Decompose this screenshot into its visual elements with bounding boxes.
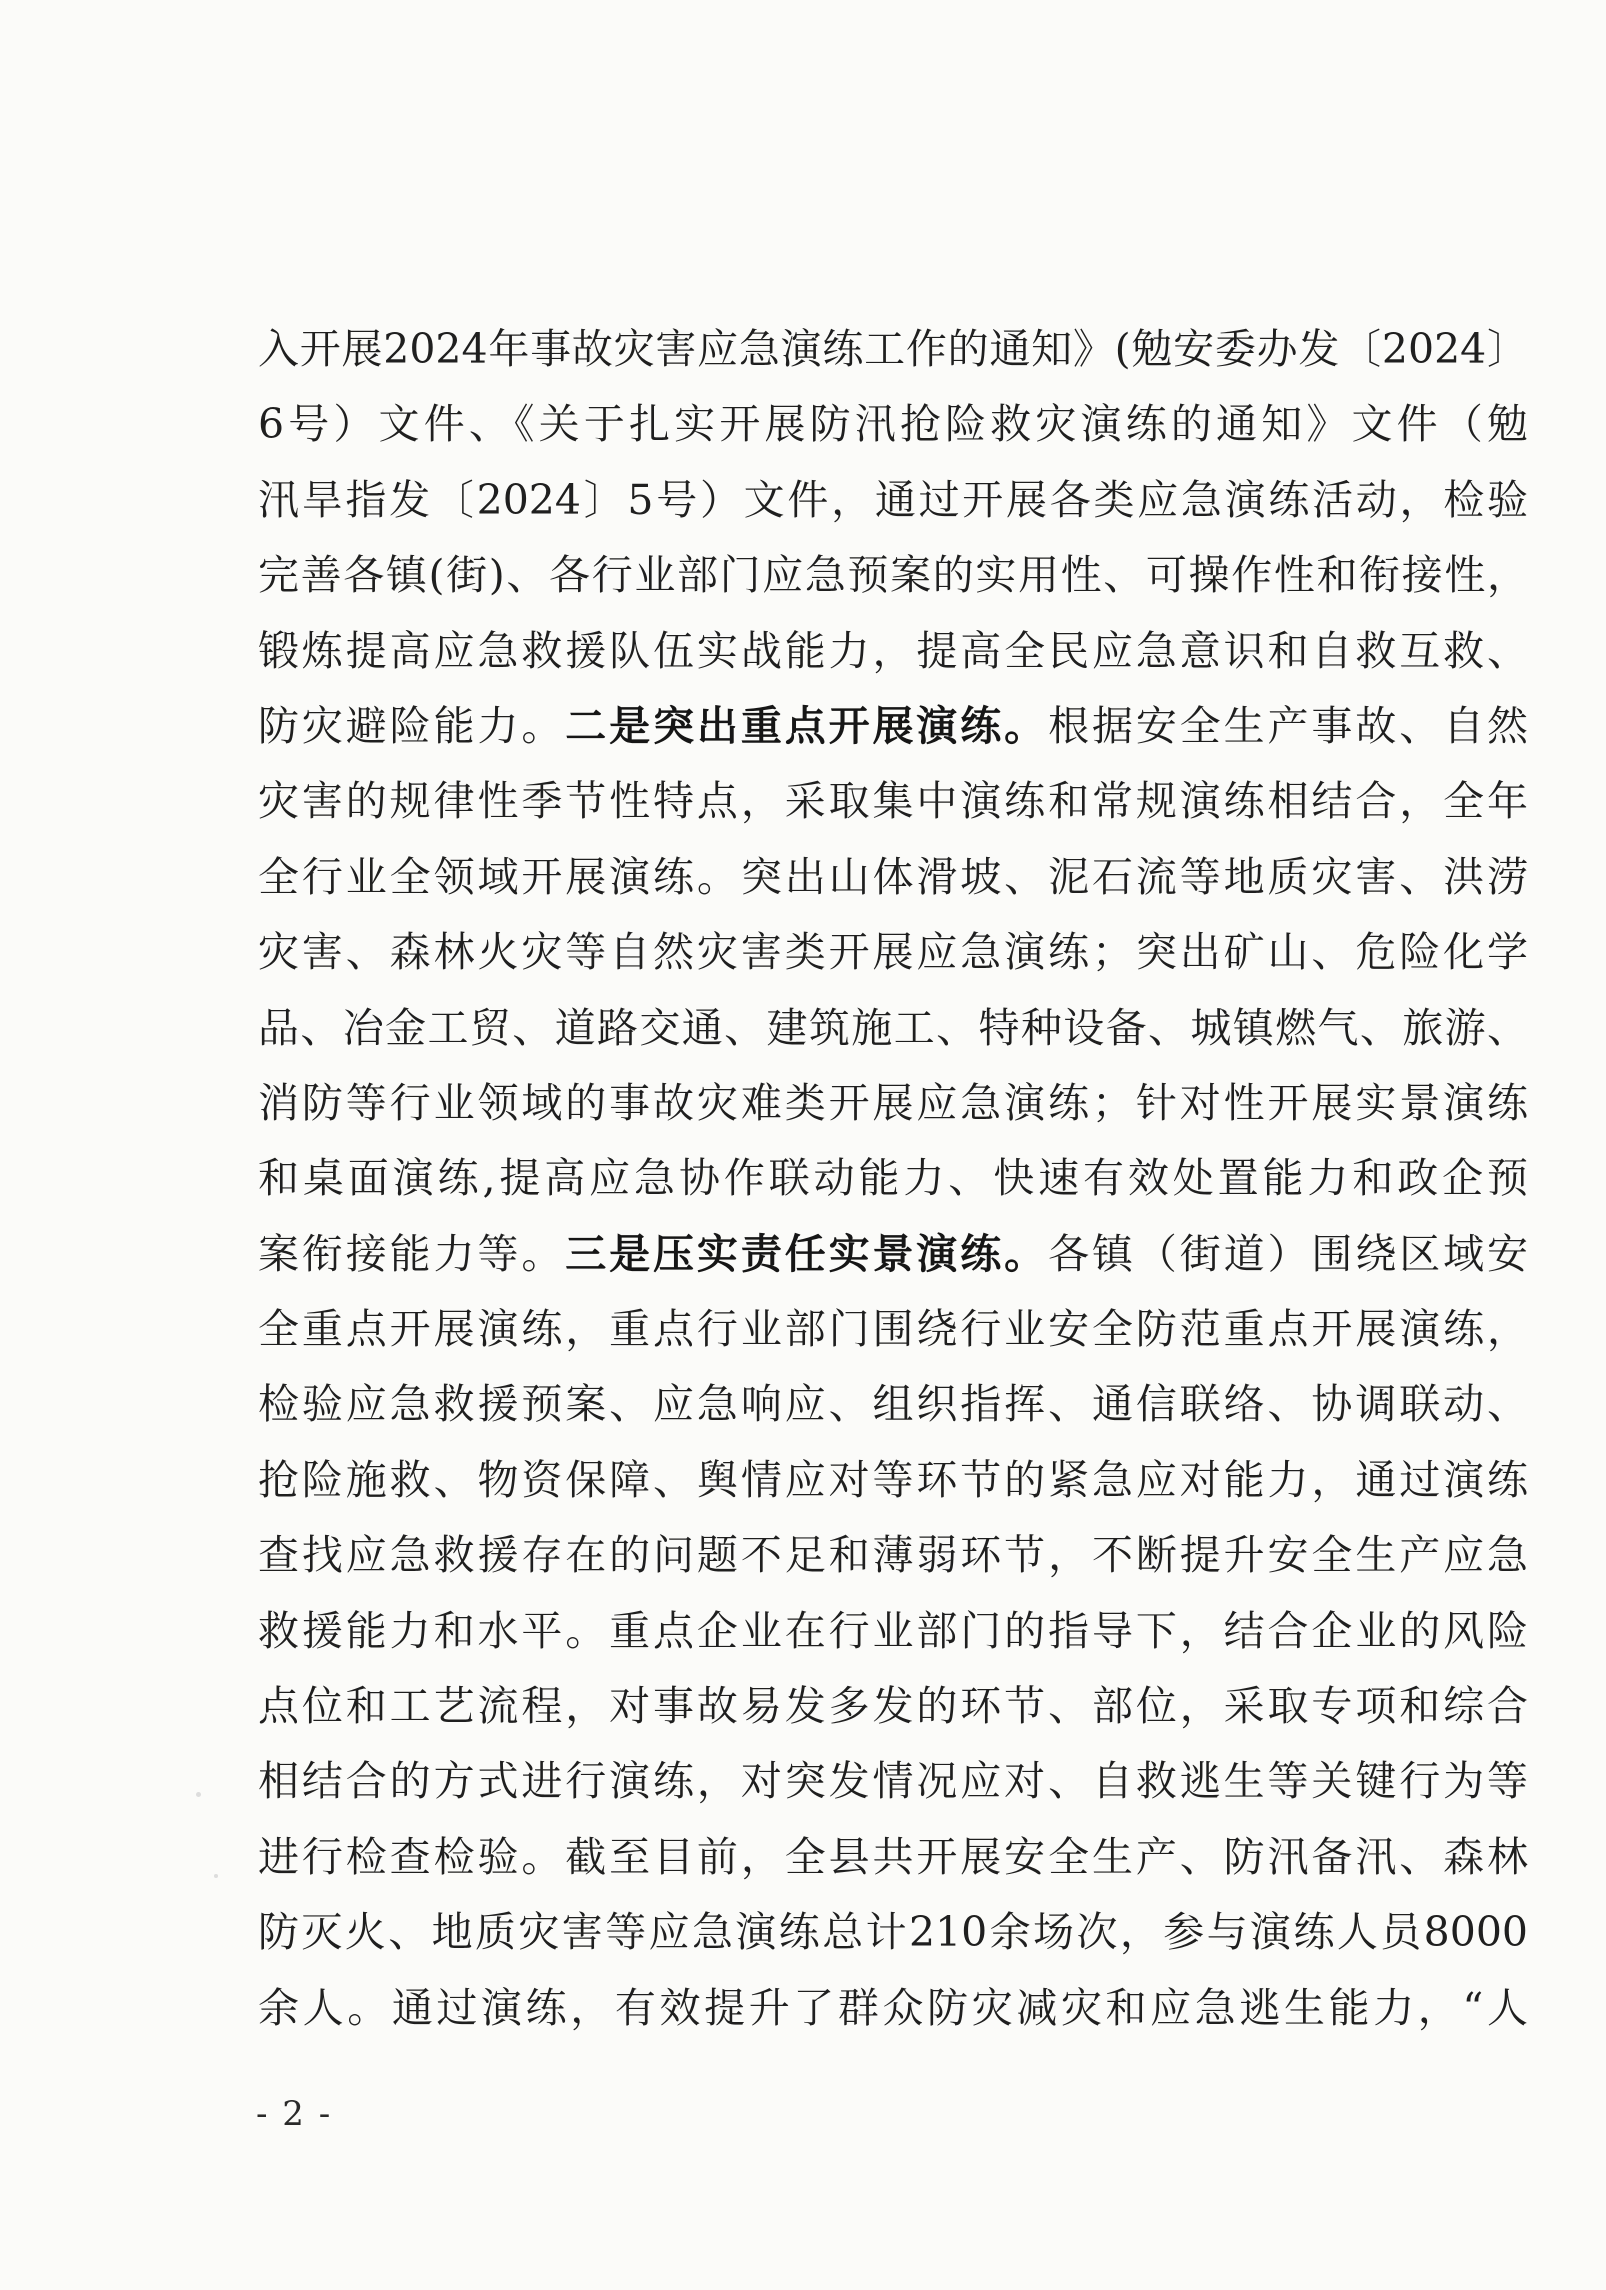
text-line: [258, 1820, 1528, 1895]
text-line: [258, 1217, 1528, 1292]
text-segment: 入开展2024年事故灾害应急演练工作的通知》(勉安委办发〔2024〕: [258, 325, 1528, 373]
text-line: [258, 840, 1528, 915]
text-segment: 进行检查检验。截至目前，全县共开展安全生产、防汛备汛、森林: [258, 1832, 1528, 1881]
bold-heading-phrase: 三是压实责任实景演练。: [565, 1229, 1049, 1278]
text-line: [258, 463, 1528, 538]
text-segment: 防灾避险能力。: [258, 701, 566, 750]
text-line: [258, 1292, 1528, 1367]
text-line: [258, 915, 1528, 990]
text-segment: 品、冶金工贸、道路交通、建筑施工、特种设备、城镇燃气、旅游、: [258, 1003, 1528, 1052]
text-line: [258, 1744, 1528, 1819]
text-line: [258, 764, 1528, 839]
text-line: [258, 1669, 1528, 1744]
text-segment: 灾害、森林火灾等自然灾害类开展应急演练；突出矿山、危险化学: [258, 928, 1528, 977]
text-segment: 查找应急救援存在的问题不足和薄弱环节，不断提升安全生产应急: [258, 1531, 1528, 1580]
text-line: [258, 1066, 1528, 1141]
text-segment: 检验应急救援预案、应急响应、组织指挥、通信联络、协调联动、: [258, 1380, 1528, 1429]
text-line: [258, 1594, 1528, 1669]
text-segment: 灾害的规律性季节性特点，采取集中演练和常规演练相结合，全年: [258, 777, 1528, 826]
text-line: [258, 689, 1528, 764]
text-line: [258, 538, 1528, 613]
text-line: [258, 1367, 1528, 1442]
text-segment: 全重点开展演练，重点行业部门围绕行业安全防范重点开展演练，: [258, 1305, 1528, 1354]
text-segment: 点位和工艺流程，对事故易发多发的环节、部位，采取专项和综合: [258, 1682, 1528, 1731]
text-segment: 案衔接能力等。: [258, 1229, 566, 1278]
text-line: [258, 1141, 1528, 1216]
scan-speck: [214, 1874, 218, 1878]
text-line: [258, 614, 1528, 689]
text-segment: 救援能力和水平。重点企业在行业部门的指导下，结合企业的风险: [258, 1606, 1528, 1655]
text-line: [258, 312, 1528, 387]
text-segment: 根据安全生产事故、自然: [1048, 701, 1528, 750]
text-segment: 完善各镇(街)、各行业部门应急预案的实用性、可操作性和衔接性，: [258, 551, 1528, 600]
text-segment: 和桌面演练,提高应急协作联动能力、快速有效处置能力和政企预: [258, 1154, 1528, 1203]
text-segment: 锻炼提高应急救援队伍实战能力，提高全民应急意识和自救互救、: [258, 626, 1528, 675]
text-segment: 余人。通过演练，有效提升了群众防灾减灾和应急逃生能力，“人: [258, 1983, 1528, 2032]
body-paragraph: [258, 312, 1528, 2046]
text-line: [258, 1518, 1528, 1593]
text-line: [258, 1895, 1528, 1970]
text-segment: 各镇（街道）围绕区域安: [1048, 1229, 1528, 1278]
text-segment: 全行业全领域开展演练。突出山体滑坡、泥石流等地质灾害、洪涝: [258, 852, 1528, 901]
text-segment: 6号）文件、《关于扎实开展防汛抢险救灾演练的通知》文件（勉: [258, 400, 1528, 449]
text-line: [258, 1971, 1528, 2046]
bold-heading-phrase: 二是突出重点开展演练。: [565, 701, 1049, 750]
text-segment: 相结合的方式进行演练，对突发情况应对、自救逃生等关键行为等: [258, 1757, 1528, 1806]
text-line: [258, 1443, 1528, 1518]
scan-speck: [196, 1792, 201, 1797]
text-segment: 汛旱指发〔2024〕5号）文件，通过开展各类应急演练活动，检验: [258, 475, 1528, 524]
text-line: [258, 991, 1528, 1066]
text-segment: 抢险施救、物资保障、舆情应对等环节的紧急应对能力，通过演练: [258, 1455, 1528, 1504]
text-line: [258, 387, 1528, 462]
text-segment: 消防等行业领域的事故灾难类开展应急演练；针对性开展实景演练: [258, 1078, 1528, 1127]
text-segment: 防灭火、地质灾害等应急演练总计210余场次，参与演练人员8000: [258, 1908, 1528, 1957]
page-number: - 2 -: [256, 2094, 333, 2134]
